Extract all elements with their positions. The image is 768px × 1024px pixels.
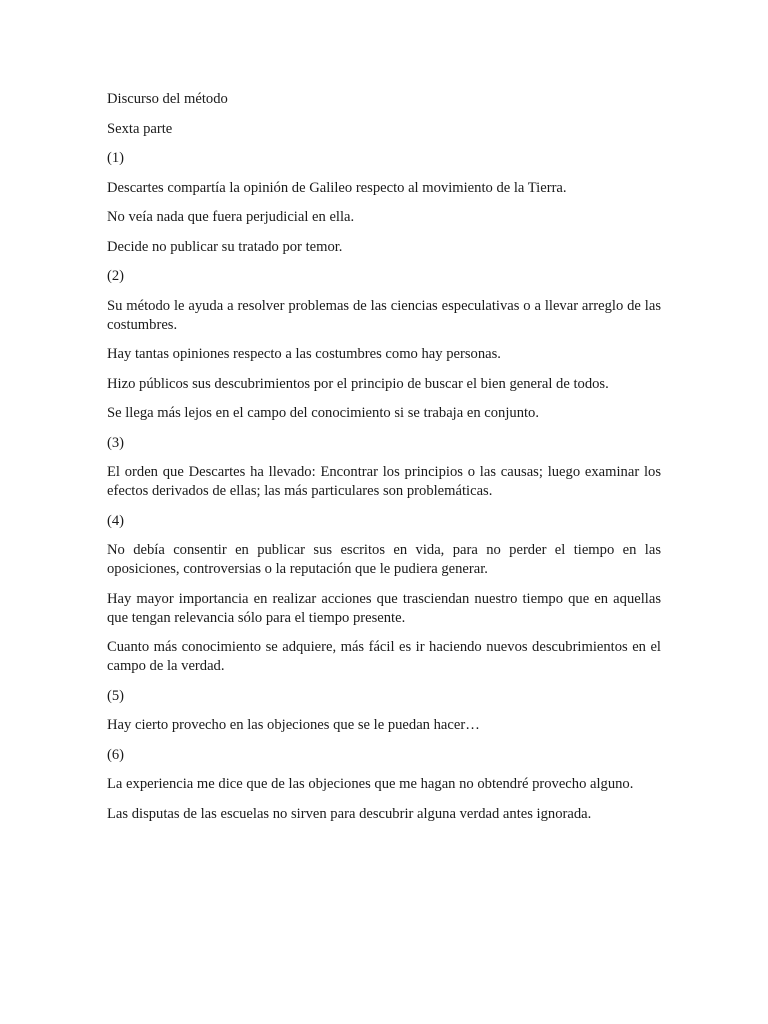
- document-subtitle: Sexta parte: [107, 120, 173, 137]
- section-number: (5): [107, 687, 125, 704]
- section-number: (6): [107, 746, 125, 763]
- paragraph: Hizo públicos sus descubrimientos por el principio de buscar el bien general de todos.: [107, 375, 609, 392]
- section-number: (4): [107, 512, 125, 529]
- section-number: (3): [107, 434, 125, 451]
- paragraph: Decide no publicar su tratado por temor.: [107, 238, 343, 255]
- paragraph: La experiencia me dice que de las objeciones que me hagan no obtendré provecho alguno.: [107, 776, 634, 792]
- paragraph: El orden que Descartes ha llevado: Encontrar los principios o las causas; luego examinar los efectos derivados de ellas; las más particulares son problemáticas.: [107, 464, 661, 499]
- paragraph: Hay cierto provecho en las objeciones que se le puedan hacer…: [107, 717, 480, 733]
- paragraph: Hay tantas opiniones respecto a las costumbres como hay personas.: [107, 346, 501, 362]
- document-title: Discurso del método: [107, 91, 228, 107]
- section-number: (2): [107, 268, 125, 284]
- paragraph: Su método le ayuda a resolver problemas de las ciencias especulativas o a llevar arreglo de las costumbres.: [107, 297, 661, 333]
- section-number: (1): [107, 150, 125, 166]
- paragraph: Descartes compartía la opinión de Galileo respecto al movimiento de la Tierra.: [107, 179, 567, 196]
- paragraph: No veía nada que fuera perjudicial en ella.: [107, 209, 355, 225]
- document-body: [107, 90, 661, 834]
- paragraph: Las disputas de las escuelas no sirven para descubrir alguna verdad antes ignorada.: [107, 805, 592, 822]
- paragraph: Hay mayor importancia en realizar acciones que trasciendan nuestro tiempo que en aquellas que tengan relevancia sólo para el tiempo presente.: [107, 590, 661, 626]
- paragraph: Cuanto más conocimiento se adquiere, más fácil es ir haciendo nuevos descubrimientos en el campo de la verdad.: [107, 639, 661, 674]
- paragraph: No debía consentir en publicar sus escritos en vida, para no perder el tiempo en las oposiciones, controversias o la reputación que le pudiera generar.: [107, 542, 661, 577]
- paragraph: Se llega más lejos en el campo del conocimiento si se trabaja en conjunto.: [107, 405, 540, 421]
